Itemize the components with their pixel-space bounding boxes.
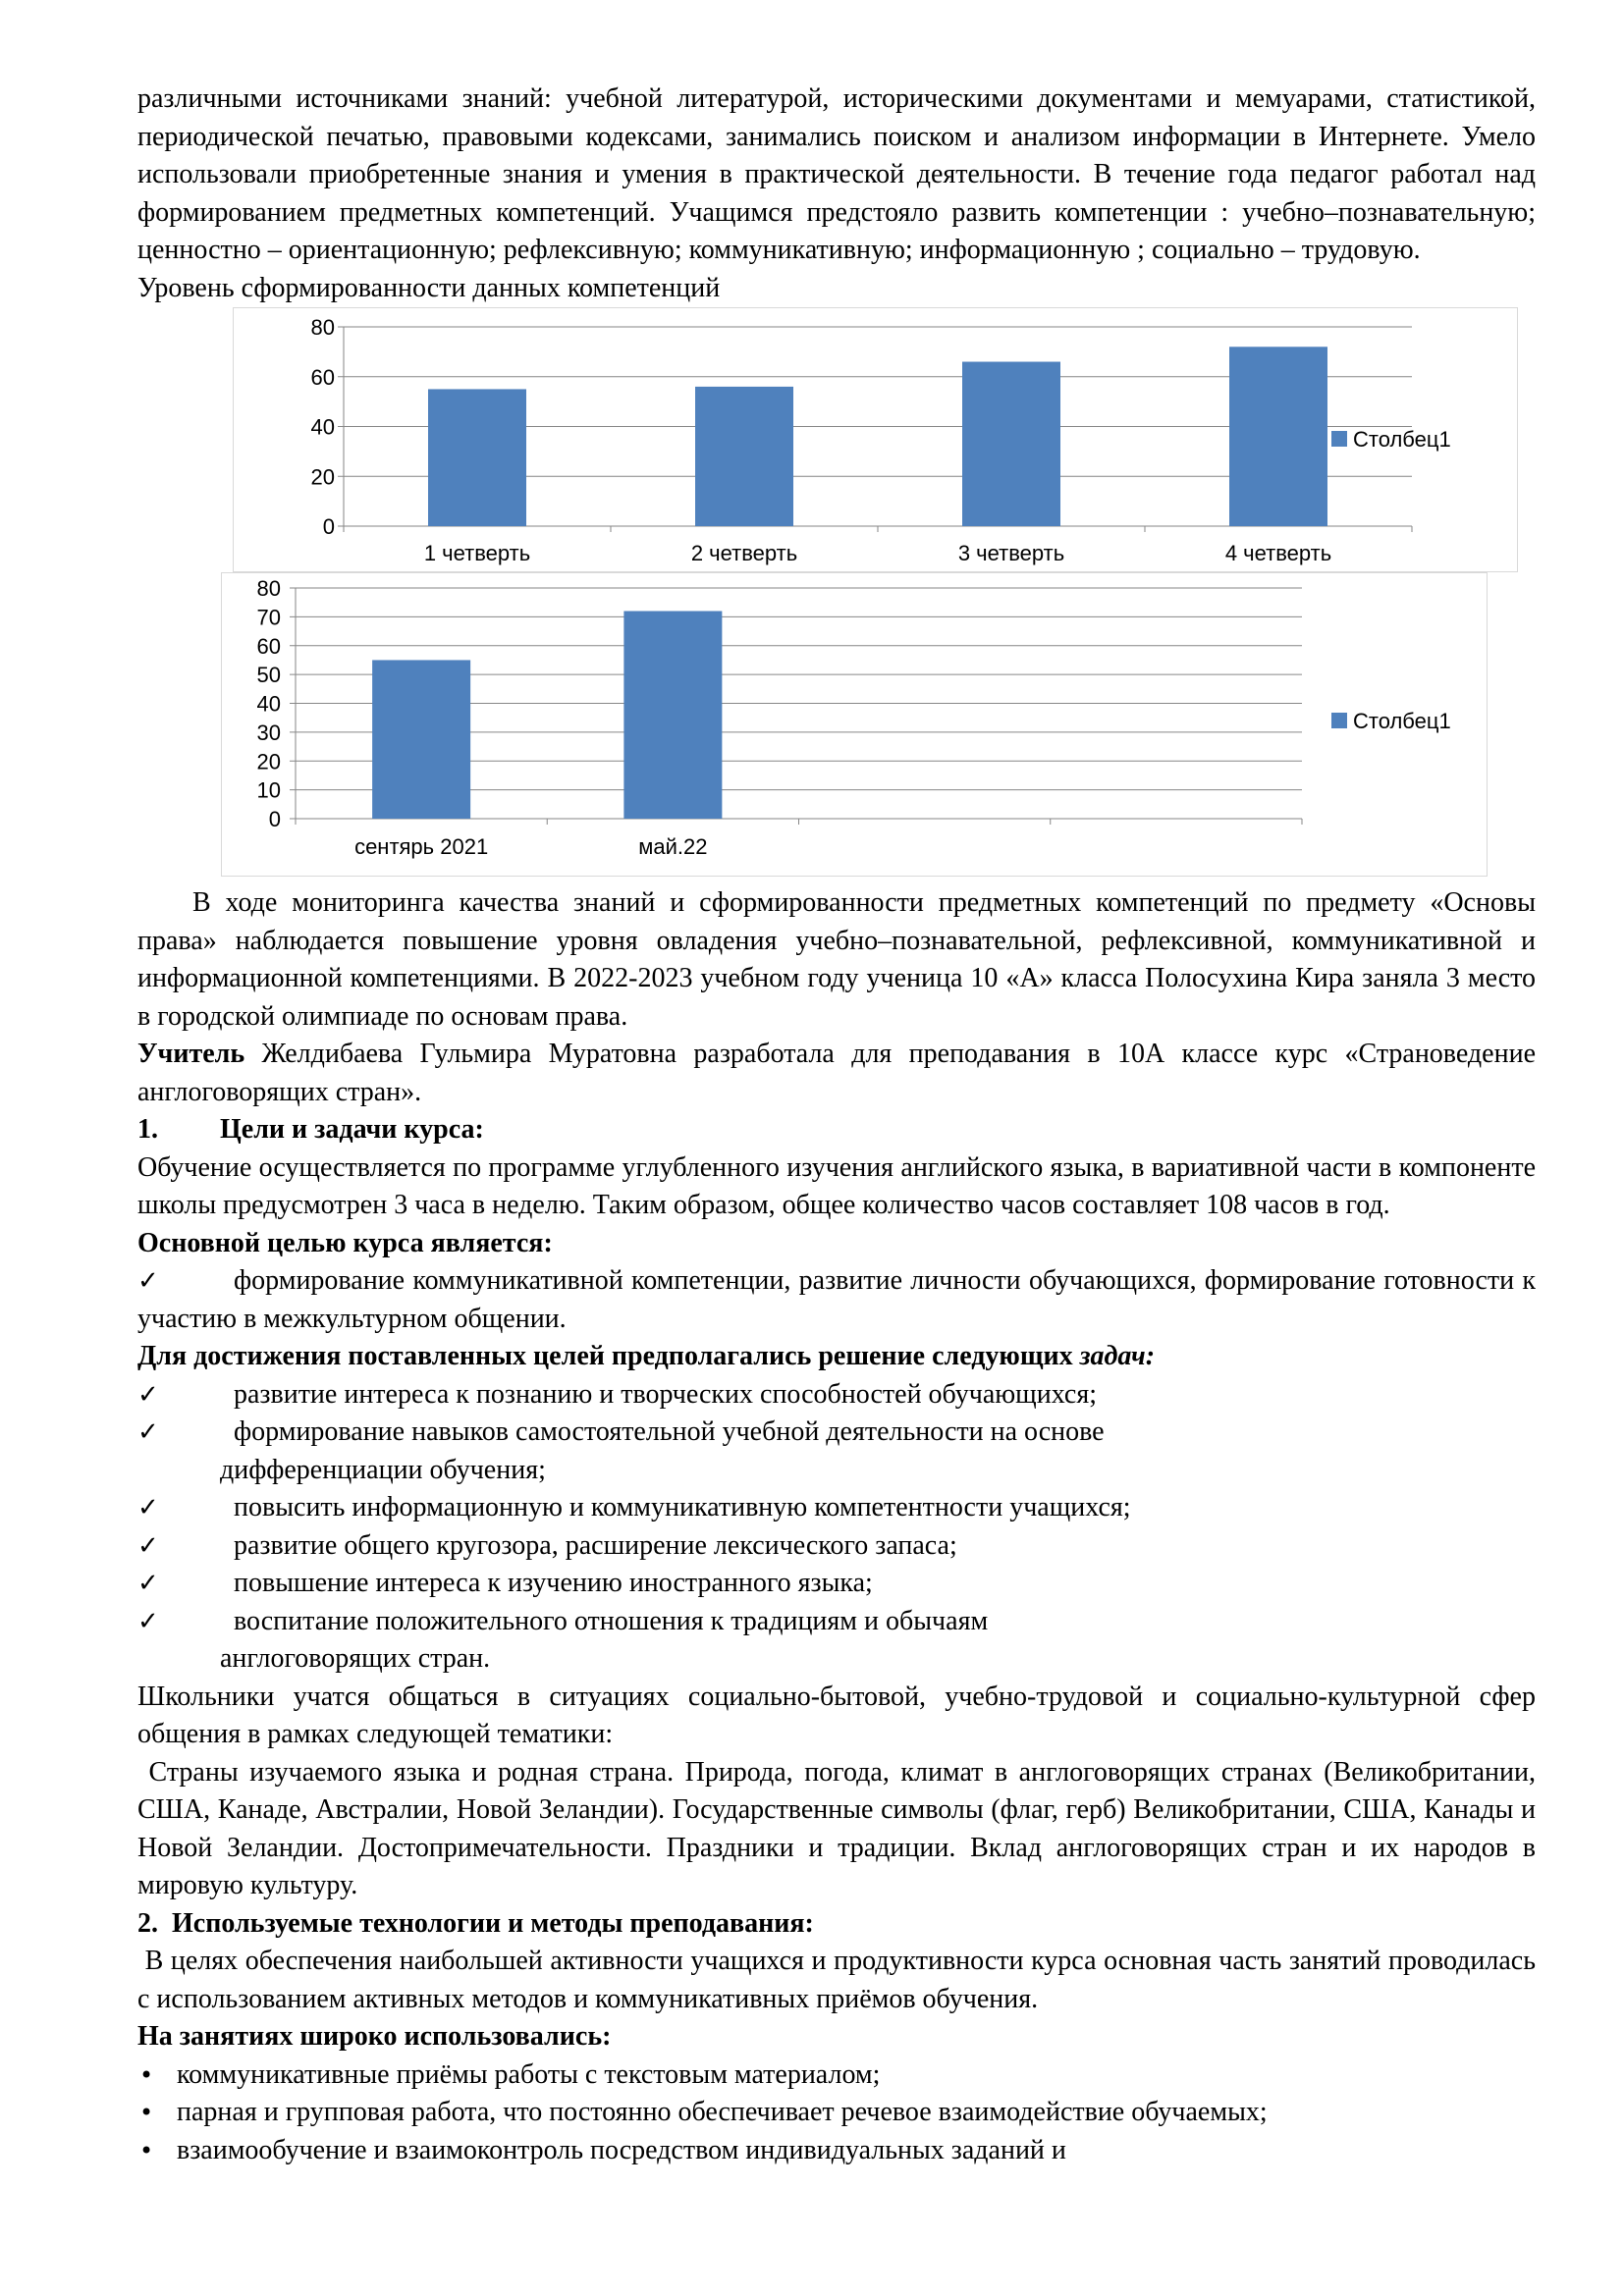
task-item-text: повышение интереса к изучению иностранного языка; [234, 1568, 873, 1598]
check-icon: ✓ [137, 1493, 159, 1522]
task-item [137, 1565, 1536, 1603]
tasks-heading-text: Для достижения поставленных целей предполагались решение следующих [137, 1341, 1080, 1371]
legend-swatch [1331, 431, 1347, 447]
bullet-icon: • [139, 2099, 154, 2126]
task-item-text: формирование навыков самостоятельной учебной деятельности на основе [234, 1416, 1105, 1447]
tasks-list [137, 1376, 1536, 1679]
y-tick-label: 0 [322, 514, 335, 539]
intro-paragraph: различными источниками знаний: учебной литературой, историческими документами и мемуарами, статистикой, периодической печатью, правовыми кодексами, занимались поиском и анализом информации в Интернете. Умело использовали приобретенные знания и умения в практической деятельности. В течение года педагог работал над формированием предметных компетенций. Учащимся предстояло развить компетенции : учебно–познавательную; ценностно – ориентационную; рефлексивную; коммуникативную; информационную ; социально – трудовую. [137, 83, 1536, 265]
y-tick-label: 40 [256, 691, 281, 717]
bar-chart-quarters [233, 307, 1518, 572]
y-tick-label: 50 [256, 663, 281, 688]
method-item [137, 2094, 1536, 2132]
task-item-continuation: дифференциации обучения; [220, 1454, 546, 1485]
situations-paragraph: Школьники учатся общаться в ситуациях социально-бытовой, учебно-трудовой и социально-культурной сфер общения в рамках следующей тематики: [137, 1681, 1536, 1749]
teacher-text: Желдибаева Гульмира Муратовна разработала для преподавания в 10А классе курс «Страноведение англоговорящих стран». [137, 1039, 1536, 1107]
bar [1229, 347, 1327, 526]
goal-heading: Основной целью курса является: [137, 1227, 553, 1258]
chart-quarters-svg [234, 308, 1517, 571]
x-category-label: май.22 [638, 834, 708, 859]
section1-title: Цели и задачи курса: [220, 1114, 484, 1145]
chart-caption: Уровень сформированности данных компетенций [137, 272, 721, 303]
y-tick-label: 60 [256, 633, 281, 659]
x-category-label: сентярь 2021 [354, 834, 489, 859]
task-item-text: развитие общего кругозора, расширение лексического запаса; [234, 1529, 957, 1561]
document-page [137, 80, 1543, 2169]
task-item-text: повысить информационную и коммуникативную компетентности учащихся; [234, 1492, 1131, 1522]
task-item [137, 1603, 1536, 1679]
task-item [137, 1489, 1536, 1527]
section2-body: В целях обеспечения наибольшей активности учащихся и продуктивности курса основная часть занятий проводилась с использованием активных методов и коммуникативных приёмов обучения. [137, 1946, 1543, 2014]
goal-item [137, 1262, 1536, 1338]
bar [962, 362, 1060, 526]
bullet-icon: • [139, 2136, 154, 2164]
bar [428, 389, 526, 526]
y-tick-label: 20 [310, 464, 335, 490]
method-item-text: взаимообучение и взаимоконтроль посредством индивидуальных заданий и [177, 2134, 1066, 2165]
method-item-text: коммуникативные приёмы работы с текстовым материалом; [177, 2058, 881, 2090]
chart-sept-may-svg [222, 573, 1487, 876]
methods-list [137, 2056, 1536, 2170]
bar [623, 612, 722, 820]
y-tick-label: 60 [310, 364, 335, 390]
x-category-label: 1 четверть [423, 541, 531, 565]
task-item-text: развитие интереса к познанию и творческих способностей обучающихся; [234, 1378, 1097, 1410]
section2-heading: 2. Используемые технологии и методы преподавания: [137, 1907, 814, 1939]
check-icon: ✓ [137, 1266, 159, 1296]
check-icon: ✓ [137, 1530, 159, 1561]
goal-item-text: формирование коммуникативной компетенции, развитие личности обучающихся, формирование готовности к участию в межкультурном общении. [137, 1265, 1536, 1334]
bar [372, 660, 470, 819]
task-item-continuation: англоговорящих стран. [220, 1643, 491, 1674]
bar [695, 387, 793, 526]
y-tick-label: 10 [256, 777, 281, 803]
teacher-label: Учитель [137, 1039, 245, 1069]
used-heading: На занятиях широко использовались: [137, 2021, 612, 2052]
bar-chart-sept-may [221, 572, 1488, 877]
section1-body: Обучение осуществляется по программе углубленного изучения английского языка, в вариативной части в компоненте школы предусмотрен 3 часа в неделю. Таким образом, общее количество часов составляет 108 часов в год. [137, 1151, 1536, 1220]
topics-paragraph: Страны изучаемого языка и родная страна. Природа, погода, климат в англоговорящих странах (Великобритании, США, Канаде, Австралии, Новой Зеландии). Государственные символы (флаг, герб) Великобритании, США, Канады и Новой Зеландии. Достопримечательности. Праздники и традиции. Вклад англоговорящих стран и их народов в мировую культуру. [137, 1756, 1543, 1900]
monitoring-paragraph: В ходе мониторинга качества знаний и сформированности предметных компетенций по предмету «Основы права» наблюдается повышение уровня овладения учебно–познавательной, рефлексивной, коммуникативной и информационной компетенциями. В 2022-2023 учебном году ученица 10 «А» класса Полосухина Кира заняла 3 место в городской олимпиаде по основам права. [137, 887, 1536, 1032]
check-icon: ✓ [137, 1606, 159, 1636]
y-tick-label: 30 [256, 720, 281, 745]
bullet-icon: • [139, 2060, 154, 2089]
section1-heading [137, 1111, 1536, 1149]
teacher-paragraph [137, 1036, 1536, 1111]
task-item [137, 1527, 1536, 1566]
method-item [137, 2056, 1536, 2095]
y-tick-label: 80 [310, 315, 335, 340]
tasks-heading-italic: задач: [1079, 1341, 1156, 1371]
x-category-label: 2 четверть [690, 541, 798, 565]
y-tick-label: 0 [268, 807, 281, 831]
legend-label: Столбец1 [1353, 427, 1451, 452]
legend-swatch [1331, 713, 1347, 728]
task-item-text: воспитание положительного отношения к традициям и обычаям [234, 1605, 989, 1636]
method-item-text: парная и групповая работа, что постоянно обеспечивает речевое взаимодействие обучаемых; [177, 2097, 1268, 2127]
check-icon: ✓ [137, 1417, 159, 1447]
task-item [137, 1376, 1536, 1415]
task-item [137, 1414, 1536, 1489]
check-icon: ✓ [137, 1379, 159, 1410]
y-tick-label: 40 [310, 414, 335, 440]
y-tick-label: 80 [256, 576, 281, 601]
method-item [137, 2132, 1536, 2170]
x-category-label: 3 четверть [957, 541, 1065, 565]
x-category-label: 4 четверть [1224, 541, 1332, 565]
check-icon: ✓ [137, 1569, 159, 1598]
y-tick-label: 20 [256, 749, 281, 774]
tasks-heading [137, 1338, 1536, 1376]
legend-label: Столбец1 [1353, 709, 1451, 733]
y-tick-label: 70 [256, 605, 281, 630]
section1-number: 1. [137, 1114, 158, 1145]
